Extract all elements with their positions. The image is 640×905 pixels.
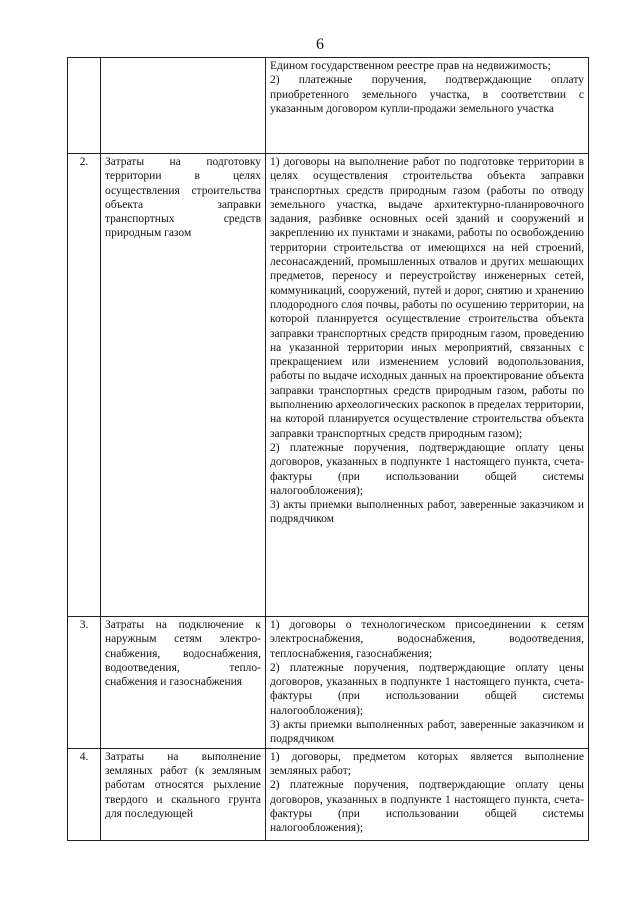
cost-documents <box>266 748 589 840</box>
document-item: 3) акты приемки выполненных работ, заверенные заказчиком и подрядчиком <box>270 719 584 746</box>
document-item: 2) платежные поручения, подтверждающие оплату цены договоров, указанных в подпункте 1 настоящего пункта, счета-фактуры (при использовании общей системы налогообложения); <box>270 661 584 717</box>
cost-documents <box>266 154 589 617</box>
document-item: 1) договоры на выполнение работ по подготовке территории в целях осуществления строительства объекта заправки транспортных средств природным газом (работы по отводу земельного участка, выдаче архитектурно-планировочного задания, разбивке основных осей зданий и сооружений и закреплению их пунктами и знаками, работы по освобождению территории строительства от имеющихся на ней строений, лесонасаждений, промышленных отвалов и других мешающих предметов, переносу и переустройству инженерных сетей, коммуникаций, сооружений, путей и дорог, снятию и хранению плодородного слоя почвы, работы по осушению территории, на которой планируется осуществление строительства объекта заправки транспортных средств природным газом, проведению на указанной территории иных мероприятий, связанных с прекращением или изменением условий водопользования, работы по выдаче исходных данных на проектирование объекта заправки транспортных средств природным газом, работы по выполнению археологических раскопок в пределах территории, на которой планируется осуществление строительства объекта заправки транспортных средств природным газом); <box>270 156 584 440</box>
document-item: 1) договоры, предметом которых является выполнение земляных работ; <box>270 750 584 777</box>
table-row <box>68 748 589 840</box>
cost-name: Затраты на подключение к наружным сетям электро-снабжения, водоснабжения, водоотведения, тепло-снабжения и газоснабжения <box>101 617 266 749</box>
cost-name: Затраты на подготовку территории в целях осуществления строительства объекта заправки транспортных средств природным газом <box>101 154 266 617</box>
cost-documents <box>266 617 589 749</box>
costs-table <box>67 57 589 841</box>
document-item: 3) акты приемки выполненных работ, заверенные заказчиком и подрядчиком <box>270 499 584 526</box>
document-item: 2) платежные поручения, подтверждающие оплату приобретенного земельного участка, в соответствии с указанным договором купли-продажи земельного участка <box>270 74 584 115</box>
row-number: 3. <box>68 617 101 749</box>
page-number: 6 <box>316 36 324 53</box>
cost-name: Затраты на выполнение земляных работ (к земляным работам относятся рыхление твердого и скального грунта для последующей <box>101 748 266 840</box>
row-number: 2. <box>68 154 101 617</box>
row-number: 4. <box>68 748 101 840</box>
row-number <box>68 58 101 154</box>
table-row <box>68 58 589 154</box>
document-item: 1) договоры о технологическом присоединении к сетям электроснабжения, водоснабжения, водоотведения, теплоснабжения, газоснабжения; <box>270 619 584 660</box>
cost-name <box>101 58 266 154</box>
document-item: 2) платежные поручения, подтверждающие оплату цены договоров, указанных в подпункте 1 настоящего пункта, счета-фактуры (при использовании общей системы налогообложения); <box>270 779 584 835</box>
table-row <box>68 154 589 617</box>
cost-documents <box>266 58 589 154</box>
document-item: Едином государственном реестре прав на недвижимость; <box>270 60 551 72</box>
document-item: 2) платежные поручения, подтверждающие оплату цены договоров, указанных в подпункте 1 настоящего пункта, счета-фактуры (при использовании общей системы налогообложения); <box>270 441 584 497</box>
table-row <box>68 617 589 749</box>
